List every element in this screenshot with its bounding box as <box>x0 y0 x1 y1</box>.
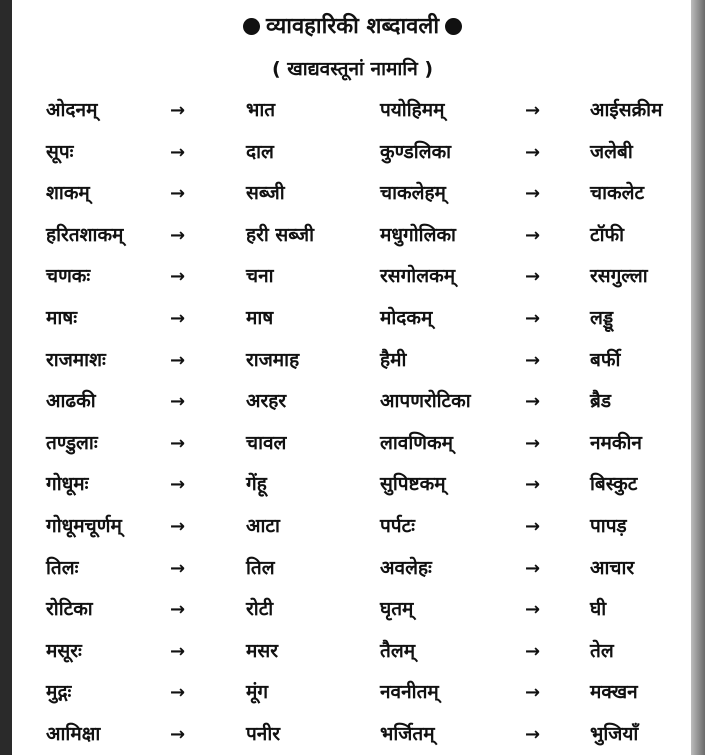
bullet-dot-icon <box>243 18 260 35</box>
arrow-right-icon: → <box>525 599 541 621</box>
arrow-right-icon: → <box>170 432 186 454</box>
bullet-dot-icon <box>445 18 462 35</box>
arrow-right-icon: → <box>170 599 186 621</box>
hindi-word: दाल <box>246 140 274 163</box>
sanskrit-word: राजमाशः <box>46 348 106 371</box>
hindi-word: मूंग <box>246 681 269 704</box>
sanskrit-word: हैमी <box>380 348 407 371</box>
table-row <box>0 631 705 673</box>
hindi-word: पापड़ <box>590 514 627 537</box>
hindi-word: गेंहू <box>246 473 267 496</box>
arrow-right-icon: → <box>170 183 186 205</box>
hindi-word: चना <box>246 265 274 288</box>
sanskrit-word: मसूरः <box>46 639 82 662</box>
table-row <box>0 548 705 590</box>
sanskrit-word: रसगोलकम् <box>380 265 456 288</box>
table-row <box>0 506 705 548</box>
hindi-word: चावल <box>246 431 287 454</box>
sanskrit-word: चणकः <box>46 265 91 288</box>
hindi-word: माष <box>246 306 274 329</box>
arrow-right-icon: → <box>525 640 541 662</box>
sanskrit-word: मधुगोलिका <box>380 223 456 246</box>
hindi-word: राजमाह <box>246 348 300 371</box>
sanskrit-word: आपणरोटिका <box>380 390 471 413</box>
arrow-right-icon: → <box>525 432 541 454</box>
sanskrit-word: अवलेहः <box>380 556 432 579</box>
hindi-word: हरी सब्जी <box>246 223 315 246</box>
sanskrit-word: भर्जितम् <box>380 722 435 745</box>
table-row <box>0 714 705 756</box>
page-subtitle: ( खाद्यवस्तूनां नामानि ) <box>271 58 434 80</box>
sanskrit-word: आढकी <box>46 390 96 413</box>
table-row <box>0 340 705 382</box>
sanskrit-word: तण्डुलाः <box>46 431 98 454</box>
sanskrit-word: तिलः <box>46 556 79 579</box>
arrow-right-icon: → <box>170 141 186 163</box>
sanskrit-word: गोधूमः <box>46 473 89 496</box>
table-row <box>0 381 705 423</box>
arrow-right-icon: → <box>525 682 541 704</box>
sanskrit-word: आमिक्षा <box>46 722 101 745</box>
arrow-right-icon: → <box>170 266 186 288</box>
hindi-word: बर्फी <box>590 348 621 371</box>
arrow-right-icon: → <box>525 307 541 329</box>
hindi-word: तेल <box>590 639 614 662</box>
table-row <box>0 90 705 132</box>
arrow-right-icon: → <box>525 349 541 371</box>
hindi-word: आटा <box>246 514 280 537</box>
arrow-right-icon: → <box>170 349 186 371</box>
sanskrit-word: लावणिकम् <box>380 431 453 454</box>
arrow-right-icon: → <box>170 515 186 537</box>
hindi-word: अरहर <box>246 390 287 413</box>
table-row <box>0 132 705 174</box>
table-row <box>0 464 705 506</box>
arrow-right-icon: → <box>170 640 186 662</box>
arrow-right-icon: → <box>170 723 186 745</box>
arrow-right-icon: → <box>170 557 186 579</box>
table-row <box>0 256 705 298</box>
sanskrit-word: सुपिष्टकम् <box>380 473 446 496</box>
hindi-word: भुजियाँ <box>590 722 639 745</box>
arrow-right-icon: → <box>170 100 186 121</box>
hindi-word: रसगुल्ला <box>590 265 648 288</box>
sanskrit-word: रोटिका <box>46 598 93 621</box>
hindi-word: टॉफी <box>590 223 625 246</box>
sanskrit-word: माषः <box>46 306 78 329</box>
arrow-right-icon: → <box>525 515 541 537</box>
arrow-right-icon: → <box>525 100 541 121</box>
hindi-word: रोटी <box>246 598 274 621</box>
hindi-word: घी <box>590 598 607 621</box>
hindi-word: ब्रैड <box>590 390 612 413</box>
sanskrit-word: तैलम् <box>380 639 416 662</box>
arrow-right-icon: → <box>525 183 541 205</box>
page-title: व्यावहारिकी शब्दावली <box>265 14 440 39</box>
table-row <box>0 215 705 257</box>
arrow-right-icon: → <box>170 474 186 496</box>
sanskrit-word: पर्पटः <box>380 514 415 537</box>
table-row <box>0 589 705 631</box>
hindi-word: बिस्कुट <box>590 473 638 496</box>
sanskrit-word: नवनीतम् <box>380 681 439 704</box>
title-line <box>0 12 705 42</box>
arrow-right-icon: → <box>170 224 186 246</box>
table-row <box>0 423 705 465</box>
arrow-right-icon: → <box>525 391 541 413</box>
table-row <box>0 173 705 215</box>
sanskrit-word: पयोहिमम् <box>380 99 445 121</box>
hindi-word: पनीर <box>246 722 281 745</box>
arrow-right-icon: → <box>170 682 186 704</box>
sanskrit-word: सूपः <box>46 140 74 163</box>
hindi-word: जलेबी <box>590 140 633 163</box>
hindi-word: सब्जी <box>246 182 285 205</box>
arrow-right-icon: → <box>525 723 541 745</box>
sanskrit-word: मोदकम् <box>380 306 433 329</box>
arrow-right-icon: → <box>525 141 541 163</box>
arrow-right-icon: → <box>170 307 186 329</box>
hindi-word: चाकलेट <box>590 182 645 205</box>
arrow-right-icon: → <box>525 474 541 496</box>
hindi-word: आचार <box>590 556 635 579</box>
sanskrit-word: शाकम् <box>46 182 90 205</box>
hindi-word: मक्खन <box>590 681 638 704</box>
arrow-right-icon: → <box>525 266 541 288</box>
hindi-word: आईसक्रीम <box>590 99 663 121</box>
sanskrit-word: घृतम् <box>380 598 414 621</box>
hindi-word: नमकीन <box>590 431 642 454</box>
table-row <box>0 298 705 340</box>
hindi-word: लड्डू <box>590 306 614 329</box>
sanskrit-word: ओदनम् <box>46 99 98 121</box>
sanskrit-word: गोधूमचूर्णम् <box>46 514 122 537</box>
table-row <box>0 672 705 714</box>
arrow-right-icon: → <box>170 391 186 413</box>
hindi-word: मसर <box>246 639 278 662</box>
hindi-word: भात <box>246 99 276 121</box>
word-list <box>0 90 705 756</box>
arrow-right-icon: → <box>525 224 541 246</box>
hindi-word: तिल <box>246 556 275 579</box>
sanskrit-word: हरितशाकम् <box>46 223 124 246</box>
sanskrit-word: चाकलेहम् <box>380 182 446 205</box>
arrow-right-icon: → <box>525 557 541 579</box>
sanskrit-word: मुद्गः <box>46 681 72 704</box>
sanskrit-word: कुण्डलिका <box>380 140 452 163</box>
